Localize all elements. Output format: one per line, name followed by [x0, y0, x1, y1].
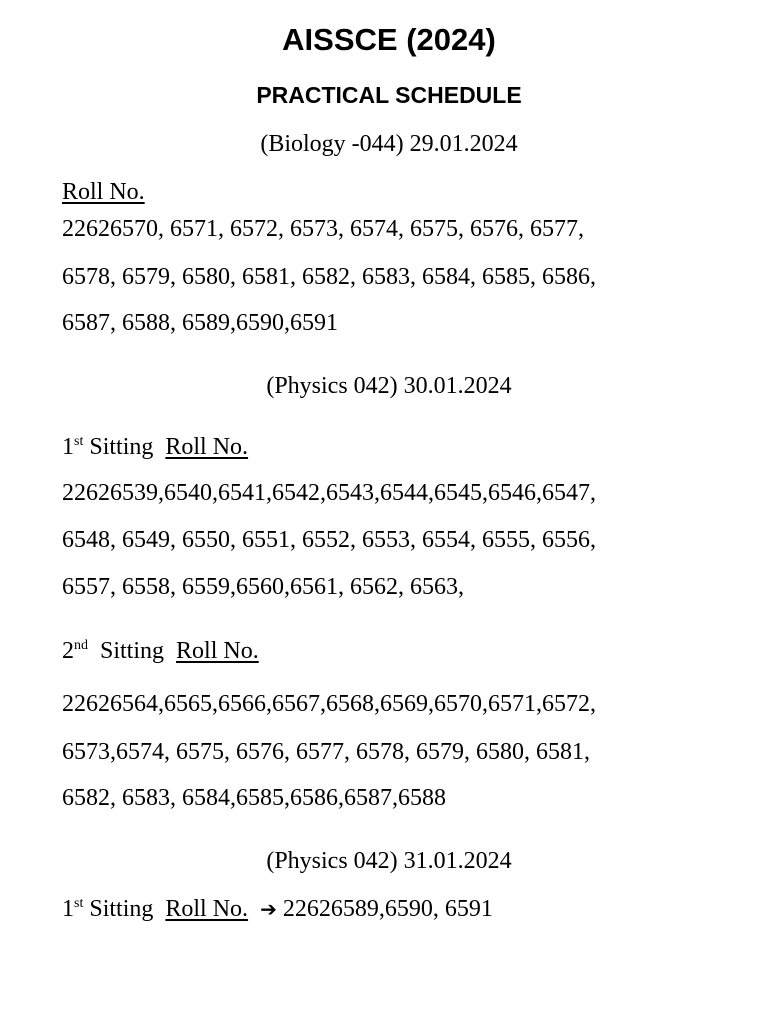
sitting-label: Sitting: [89, 896, 154, 922]
second-sitting-roll-line: 6573,6574, 6575, 6576, 6577, 6578, 6579, 6580, 6581,: [62, 739, 590, 765]
first-sitting-roll-line: 6548, 6549, 6550, 6551, 6552, 6553, 6554, 6555, 6556,: [62, 527, 596, 553]
biology-heading: (Biology -044) 29.01.2024: [260, 131, 518, 157]
page-subtitle: PRACTICAL SCHEDULE: [256, 82, 522, 108]
roll-no-label: Roll No.: [176, 638, 259, 664]
page-title: AISSCE (2024): [282, 22, 496, 57]
first-sitting-roll-line: 22626539,6540,6541,6542,6543,6544,6545,6546,6547,: [62, 480, 596, 506]
right-arrow-icon: ➔: [260, 897, 277, 921]
roll-no-label: Roll No.: [62, 179, 145, 205]
ordinal-number: 2: [62, 638, 74, 664]
physics-day1-heading: (Physics 042) 30.01.2024: [266, 373, 512, 399]
first-sitting-header: [62, 432, 248, 462]
ordinal-number: 1: [62, 896, 74, 922]
ordinal-number: 1: [62, 434, 74, 460]
biology-roll-label: [62, 177, 145, 207]
biology-roll-line: 6587, 6588, 6589,6590,6591: [62, 310, 338, 336]
day2-first-sitting-line: [62, 894, 493, 924]
first-sitting-roll-line: 6557, 6558, 6559,6560,6561, 6562, 6563,: [62, 574, 464, 600]
sitting-label: Sitting: [89, 434, 154, 460]
roll-numbers: 22626589,6590, 6591: [282, 896, 493, 922]
roll-no-label: Roll No.: [165, 896, 249, 922]
biology-roll-line: 6578, 6579, 6580, 6581, 6582, 6583, 6584, 6585, 6586,: [62, 264, 596, 290]
roll-no-label: Roll No.: [165, 434, 249, 460]
sitting-label: Sitting: [100, 638, 165, 664]
ordinal-suffix: st: [74, 434, 84, 449]
second-sitting-roll-line: 6582, 6583, 6584,6585,6586,6587,6588: [62, 785, 446, 811]
second-sitting-header: [62, 636, 259, 666]
biology-roll-line: 22626570, 6571, 6572, 6573, 6574, 6575, 6576, 6577,: [62, 216, 584, 242]
ordinal-suffix: nd: [74, 638, 88, 653]
physics-day2-heading: (Physics 042) 31.01.2024: [266, 848, 512, 874]
second-sitting-roll-line: 22626564,6565,6566,6567,6568,6569,6570,6571,6572,: [62, 691, 596, 717]
ordinal-suffix: st: [74, 896, 84, 911]
